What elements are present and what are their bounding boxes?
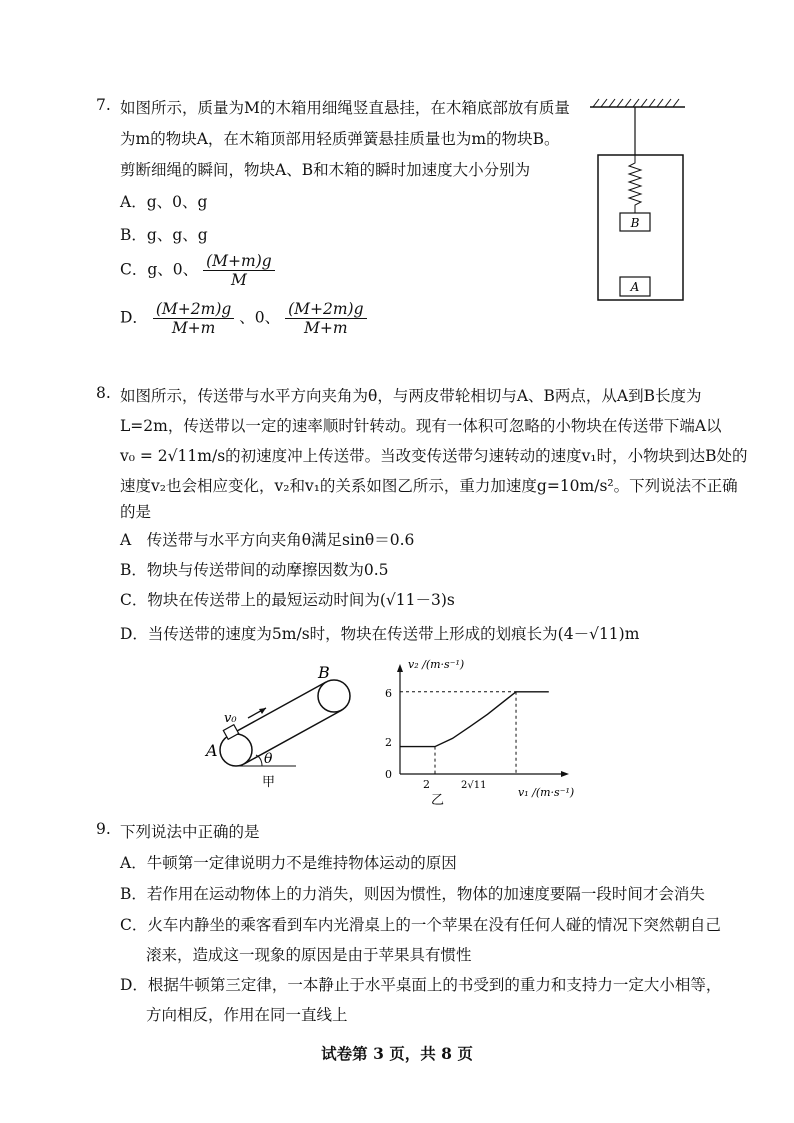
conveyor-figure (196, 660, 366, 790)
spring (629, 155, 641, 213)
q8-option-c: C．物块在传送带上的最短运动时间为(√11－3)s (120, 591, 455, 609)
q8-stem-line3: v₀ = 2√11m/s的初速度冲上传送带。当改变传送带匀速转动的速度v₁时，小物块到达B处的 (120, 447, 748, 465)
belt-bottom (244, 710, 342, 764)
q7-option-a: A．g、0、g (120, 193, 208, 211)
q7-option-c (120, 252, 275, 289)
theta-label: θ (264, 751, 273, 767)
q7-option-d-denominator1: M+m (171, 319, 216, 337)
q7-option-d-denominator2: M+m (304, 319, 348, 337)
y-tick-0: 0 (385, 768, 392, 781)
q7-option-d-numerator2: (M+2m)g (285, 300, 366, 319)
q8-option-b: B．物块与传送带间的动摩擦因数为0.5 (120, 561, 389, 579)
q9-option-d-line1: D．根据牛顿第三定律，一本静止于水平桌面上的书受到的重力和支持力一定大小相等， (120, 976, 722, 994)
figure-yi-caption: 乙 (431, 793, 445, 807)
y-axis-arrow (397, 664, 403, 672)
v0-label: v₀ (224, 711, 237, 726)
lower-pulley (220, 734, 252, 766)
q9-stem: 下列说法中正确的是 (120, 823, 260, 841)
q7-stem-line1: 如图所示，质量为M的木箱用细绳竖直悬挂，在木箱底部放有质量 (120, 99, 570, 117)
q8-stem-line2: L=2m，传送带以一定的速率顺时针转动。现有一体积可忽略的小物块在传送带下端A以 (120, 417, 722, 435)
q8-stem-line4: 速度v₂也会相应变化，v₂和v₁的关系如图乙所示，重力加速度g=10m/s²。下列说法不正确 (120, 477, 738, 495)
v2-curve (400, 692, 549, 747)
ceiling-hatch (593, 99, 679, 107)
figure-jia-caption: 甲 (262, 775, 276, 790)
belt-top (228, 682, 326, 736)
x-axis-arrow (561, 771, 569, 777)
q7-option-c-fraction (203, 252, 275, 289)
q7-stem-line2: 为m的物块A，在木箱顶部用轻质弹簧悬挂质量也为m的物块B。 (120, 130, 560, 148)
q8-stem-line1: 如图所示，传送带与水平方向夹角为θ，与两皮带轮相切与A、B两点，从A到B长度为 (120, 387, 702, 405)
v2-v1-graph (375, 652, 590, 807)
q8-stem-line5: 的是 (120, 503, 152, 521)
q7-option-d-separator: 、0、 (239, 308, 281, 327)
x-tick-2sqrt11: 2√11 (461, 780, 487, 791)
q8-option-a: A 传送带与水平方向夹角θ满足sinθ＝0.6 (120, 531, 415, 549)
point-b-label: B (318, 663, 330, 682)
q9-option-d-line2: 方向相反，作用在同一直线上 (146, 1006, 348, 1024)
q7-option-d-label: D． (120, 308, 148, 327)
x-axis-label: v₁ /(m·s⁻¹) (518, 786, 575, 799)
q7-option-c-numerator: (M+m)g (203, 252, 275, 271)
point-a-label: A (206, 741, 218, 760)
q7-option-c-label: C．g、0、 (120, 260, 199, 279)
q7-box-figure (585, 95, 715, 310)
upper-pulley (318, 680, 350, 712)
y-axis-label: v₂ /(m·s⁻¹) (408, 658, 465, 671)
y-tick-2: 2 (385, 736, 392, 749)
q8-number: 8. (96, 384, 111, 402)
block-a-label: A (630, 280, 640, 294)
y-tick-6: 6 (385, 687, 392, 700)
q8-option-d: D．当传送带的速度为5m/s时，物块在传送带上形成的划痕长为(4－√11)m (120, 625, 640, 643)
block-b-label: B (630, 216, 640, 230)
q7-stem-line3: 剪断细绳的瞬间，物块A、B和木箱的瞬时加速度大小分别为 (120, 161, 531, 179)
q9-option-c-line1: C．火车内静坐的乘客看到车内光滑桌上的一个苹果在没有任何人碰的情况下突然朝自己 (120, 916, 721, 934)
q7-number: 7. (96, 96, 111, 114)
q9-option-a: A．牛顿第一定律说明力不是维持物体运动的原因 (120, 854, 457, 872)
page-footer: 试卷第 3 页，共 8 页 (321, 1044, 473, 1063)
q7-option-d-numerator1: (M+2m)g (153, 300, 234, 319)
q7-option-d-fraction2 (285, 300, 366, 337)
q9-number: 9. (96, 820, 111, 838)
x-tick-2: 2 (423, 778, 430, 791)
q7-option-d-fraction1 (153, 300, 234, 337)
q9-option-b: B．若作用在运动物体上的力消失，则因为惯性，物体的加速度要隔一段时间才会消失 (120, 885, 705, 903)
q7-option-d (120, 300, 367, 337)
q7-option-c-denominator: M (230, 271, 247, 289)
q9-option-c-line2: 滚来，造成这一现象的原因是由于苹果具有惯性 (146, 946, 472, 964)
q7-option-b: B．g、g、g (120, 226, 208, 244)
